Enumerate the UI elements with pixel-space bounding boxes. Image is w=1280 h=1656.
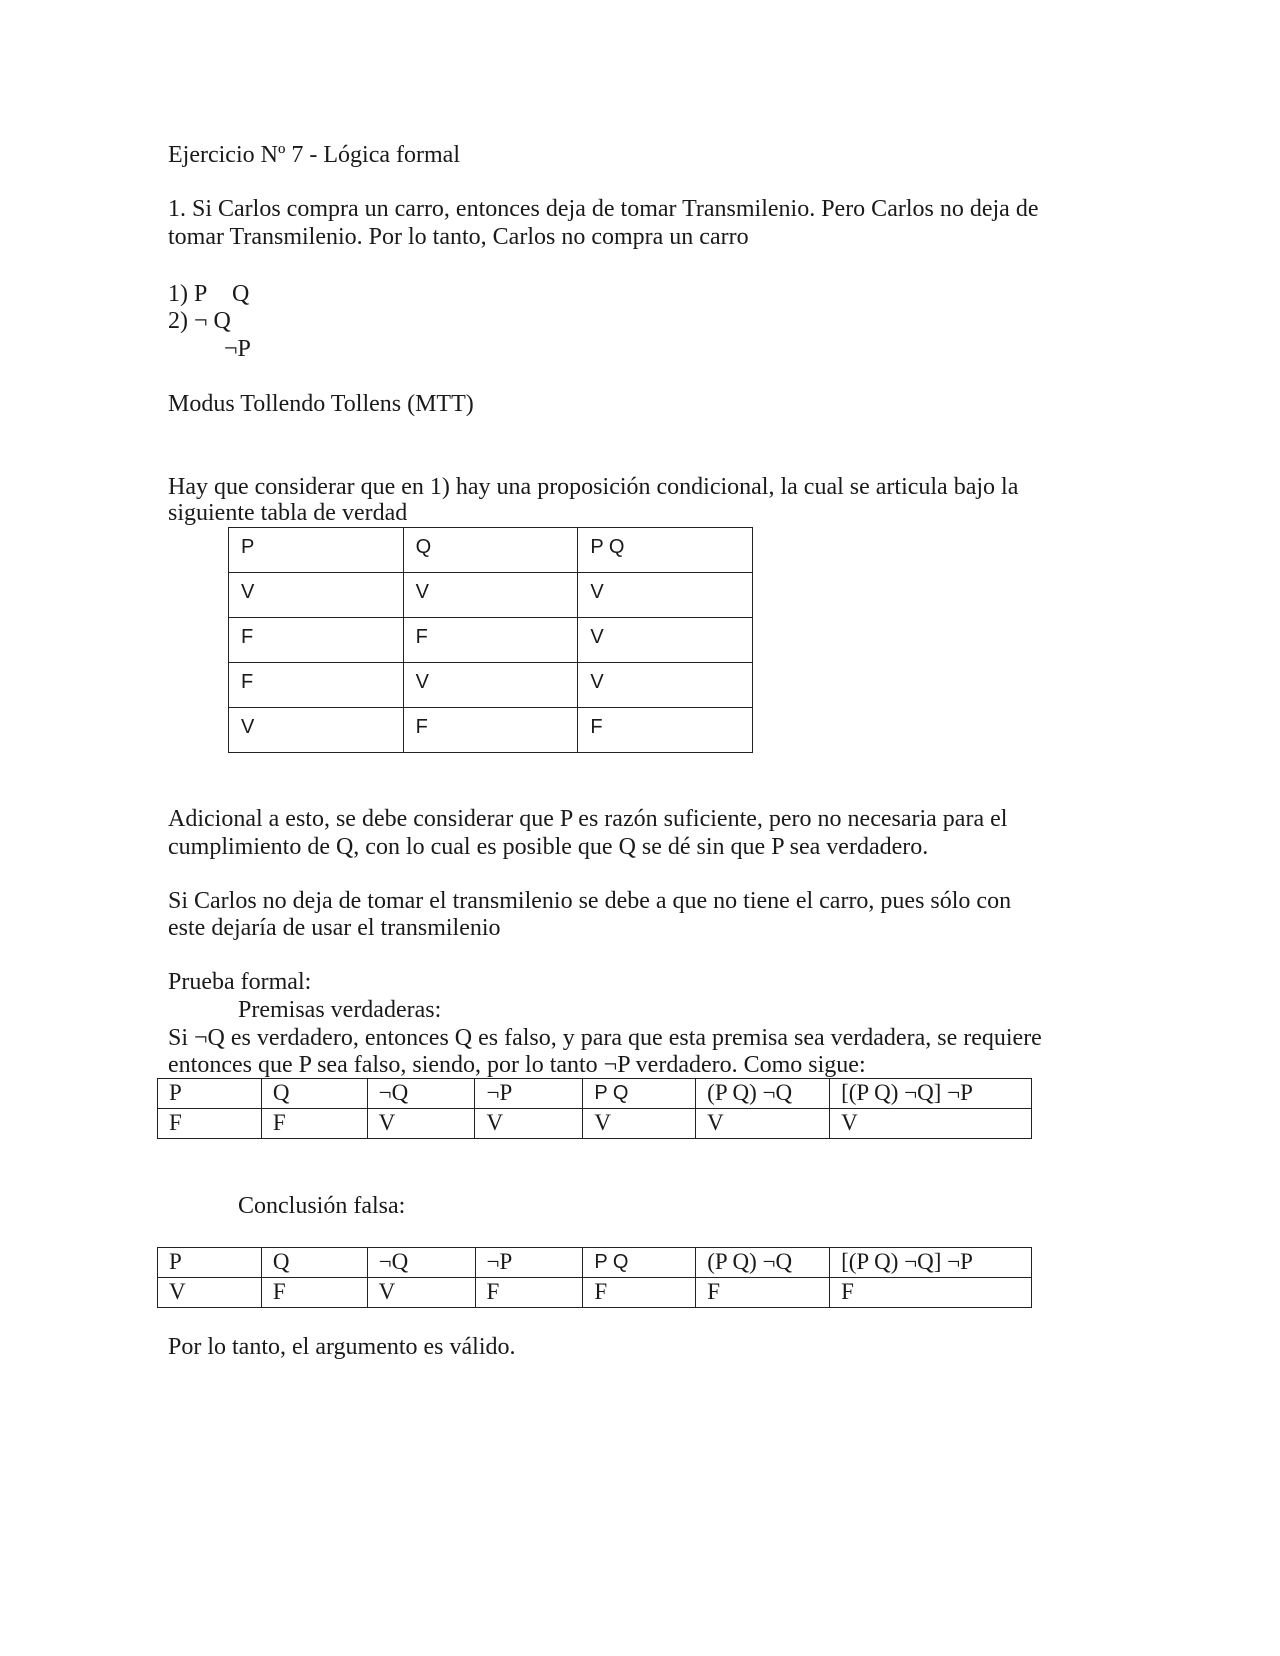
header-cell: Q — [261, 1079, 367, 1109]
header-cell: P — [229, 528, 404, 573]
table-cell: F — [261, 1278, 367, 1308]
para1-line-1: Adicional a esto, se debe considerar que P es razón suficiente, pero no necesaria para el — [168, 806, 1008, 832]
header-cell: P — [158, 1248, 262, 1278]
document-title: Ejercicio Nº 7 - Lógica formal — [168, 142, 460, 168]
table-cell: V — [229, 708, 404, 753]
header-cell: [(P Q) ¬Q] ¬P — [830, 1248, 1032, 1278]
proof-line-1: Si ¬Q es verdadero, entonces Q es falso, y para que esta premisa sea verdadera, se requiere — [168, 1025, 1042, 1051]
para1-line-2: cumplimiento de Q, con lo cual es posible que Q se dé sin que P sea verdadero. — [168, 834, 929, 860]
para2-line-1: Si Carlos no deja de tomar el transmilenio se debe a que no tiene el carro, pues sólo con — [168, 888, 1012, 914]
intro-line-2: siguiente tabla de verdad — [168, 500, 408, 526]
conditional-truth-table — [228, 527, 753, 753]
header-cell: Q — [403, 528, 578, 573]
conclusion: ¬P — [224, 336, 251, 362]
table-row — [229, 618, 753, 663]
false-conclusion-subheading: Conclusión falsa: — [238, 1193, 406, 1219]
header-cell: (P Q) ¬Q — [696, 1079, 830, 1109]
header-cell: ¬P — [475, 1248, 583, 1278]
table-cell: F — [475, 1278, 583, 1308]
problem-line-2: tomar Transmilenio. Por lo tanto, Carlos no compra un carro — [168, 224, 749, 250]
premise-1: 1) P — [168, 281, 208, 307]
proof-line-2: entonces que P sea falso, siendo, por lo tanto ¬P verdadero. Como sigue: — [168, 1052, 866, 1078]
table-cell: V — [367, 1109, 475, 1139]
table-cell: F — [578, 708, 753, 753]
false-conclusion-table — [157, 1247, 1032, 1308]
table-row — [229, 708, 753, 753]
header-cell: P — [158, 1079, 262, 1109]
header-cell: ¬P — [475, 1079, 583, 1109]
table-cell: F — [229, 618, 404, 663]
header-cell: ¬Q — [367, 1248, 475, 1278]
header-cell: Q — [261, 1248, 367, 1278]
table-cell: F — [830, 1278, 1032, 1308]
table-cell: F — [261, 1109, 367, 1139]
table-cell: V — [830, 1109, 1032, 1139]
table-cell: V — [158, 1278, 262, 1308]
table-cell: V — [367, 1278, 475, 1308]
table-cell: V — [403, 573, 578, 618]
rule-name: Modus Tollendo Tollens (MTT) — [168, 391, 474, 417]
problem-line-1: 1. Si Carlos compra un carro, entonces deja de tomar Transmilenio. Pero Carlos no deja de — [168, 196, 1039, 222]
premise-2: 2) ¬ Q — [168, 308, 231, 334]
header-cell: P Q — [583, 1248, 696, 1278]
table-cell: F — [696, 1278, 830, 1308]
table-row — [158, 1278, 1032, 1308]
premise-1-q: Q — [232, 281, 250, 307]
header-cell: (P Q) ¬Q — [696, 1248, 830, 1278]
header-cell: P Q — [583, 1079, 696, 1109]
true-premises-subheading: Premisas verdaderas: — [238, 997, 442, 1023]
table-cell: V — [229, 573, 404, 618]
table-cell: V — [583, 1109, 696, 1139]
header-cell: P Q — [578, 528, 753, 573]
table-cell: F — [583, 1278, 696, 1308]
para2-line-2: este dejaría de usar el transmilenio — [168, 915, 501, 941]
final-statement: Por lo tanto, el argumento es válido. — [168, 1334, 516, 1360]
header-cell: [(P Q) ¬Q] ¬P — [830, 1079, 1032, 1109]
table-cell: V — [403, 663, 578, 708]
table-header-row — [158, 1079, 1032, 1109]
table-row — [229, 573, 753, 618]
table-cell: V — [578, 618, 753, 663]
true-premises-table — [157, 1078, 1032, 1139]
table-row — [229, 663, 753, 708]
table-cell: V — [475, 1109, 583, 1139]
header-cell: ¬Q — [367, 1079, 475, 1109]
table-cell: F — [229, 663, 404, 708]
table-cell: V — [578, 573, 753, 618]
table-header-row — [229, 528, 753, 573]
table-cell: F — [403, 708, 578, 753]
table-row — [158, 1109, 1032, 1139]
intro-line-1: Hay que considerar que en 1) hay una proposición condicional, la cual se articula bajo la — [168, 474, 1019, 500]
table-cell: V — [578, 663, 753, 708]
table-cell: F — [158, 1109, 262, 1139]
table-cell: F — [403, 618, 578, 663]
table-cell: V — [696, 1109, 830, 1139]
table-header-row — [158, 1248, 1032, 1278]
proof-heading: Prueba formal: — [168, 969, 312, 995]
